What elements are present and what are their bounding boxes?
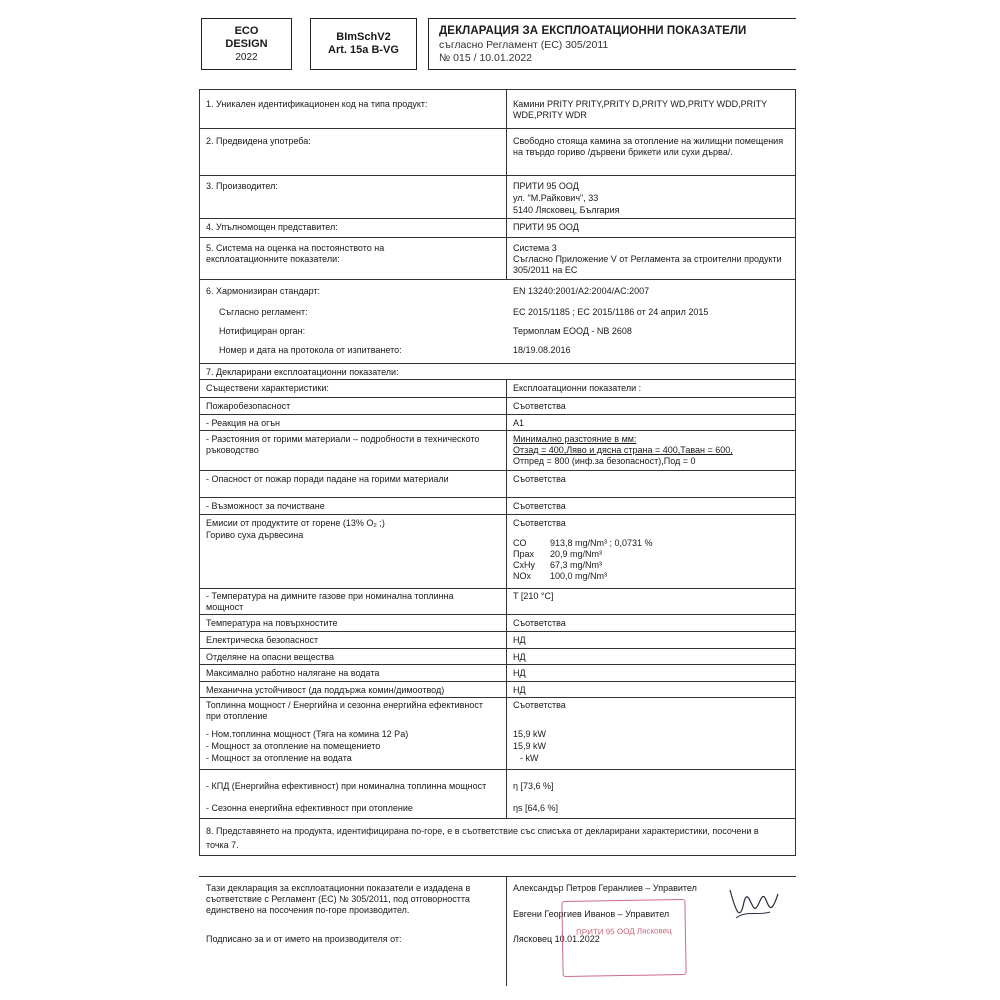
design-line: DESIGN	[225, 38, 268, 50]
signatory-1: Александър Петров Геранлиев – Управител	[513, 883, 697, 893]
nominal-output-value: 15,9 kW	[513, 729, 547, 739]
emissions-label: Емисии от продуктите от горене (13% O₂ ;)	[206, 518, 385, 528]
mechanical-label: Механична устойчивост (да поддържа комин/димоотвод)	[206, 685, 445, 695]
reaction-value: A1	[513, 418, 525, 428]
document-subtitle: съгласно Регламент (ЕС) 305/2011	[439, 39, 609, 51]
distances-line2: Отзад = 400,Ляво и дясна страна = 400,Таван = 600,	[513, 445, 733, 455]
emissions-value: Съответства	[513, 518, 566, 528]
efficiency-label: - КПД (Енергийна ефективност) при номинална топлинна мощност	[206, 781, 487, 791]
cxhy-value: 67,3 mg/Nm³	[550, 560, 603, 570]
room-heating-label: - Мощност за отопление на помещението	[206, 741, 381, 751]
regulation-value: ЕС 2015/1185 ; ЕС 2015/1186 от 24 април 2015	[513, 307, 709, 317]
hazardous-value: НД	[513, 652, 526, 662]
regulation-label: Съгласно регламент:	[219, 307, 308, 317]
room-heating-value: 15,9 kW	[513, 741, 547, 751]
notified-body-value: Термоплам ЕООД - NB 2608	[513, 326, 632, 336]
efficiency-value: η [73,6 %]	[513, 781, 554, 791]
co-value: 913,8 mg/Nm³ ; 0,0731 %	[550, 538, 653, 548]
reaction-label: - Реакция на огън	[206, 418, 280, 428]
cleaning-value: Съответства	[513, 501, 566, 511]
electric-label: Електрическа безопасност	[206, 635, 319, 645]
eco-year: 2022	[235, 52, 258, 63]
electric-value: НД	[513, 635, 526, 645]
fire-safety-value: Съответства	[513, 401, 566, 411]
row1-label: 1. Уникален идентификационен код на типа продукт:	[206, 99, 428, 109]
co-key: CO	[513, 538, 527, 548]
notified-body-label: Нотифициран орган:	[219, 326, 306, 336]
nox-value: 100,0 mg/Nm³	[550, 571, 608, 581]
manufacturer-name: ПРИТИ 95 ООД	[513, 181, 579, 191]
footer-statement: Тази декларация за експлоатационни показатели е издадена в съответствие с Регламент (ЕС) № 305/2011, под отговорността единствено на посочения по-горе производител.	[206, 883, 471, 915]
nominal-output-label: - Ном.топлинна мощност (Тяга на комина 12 Pa)	[206, 729, 409, 739]
row5-label: 5. Система на оценка на постоянството на експлоатационните показатели:	[206, 243, 385, 264]
cxhy-key: CxHy	[513, 560, 535, 570]
perf-header-left: Съществени характеристики:	[206, 383, 329, 393]
manufacturer-street: ул. "М.Райкович", 33	[513, 193, 599, 203]
document-number: № 015 / 10.01.2022	[439, 52, 533, 64]
eco-design-badge	[201, 18, 292, 70]
mechanical-value: НД	[513, 685, 526, 695]
stamp-text: ПРИТИ 95 ООД Лясковец	[576, 926, 672, 937]
heat-output-value: Съответства	[513, 700, 566, 710]
row8-statement: 8. Представянето на продукта, идентифицирана по-горе, е в съответствие със списъка от декларирани характеристики, посочени в точка 7.	[206, 826, 759, 850]
signatory-2: Евгени Георгиев Иванов – Управител	[513, 909, 670, 919]
dust-value: 20,9 mg/Nm³	[550, 549, 603, 559]
surface-temp-label: Температура на повърхностите	[206, 618, 338, 628]
pressure-label: Максимално работно налягане на водата	[206, 668, 380, 678]
seasonal-label: - Сезонна енергийна ефективност при отопление	[206, 803, 413, 813]
surface-temp-value: Съответства	[513, 618, 566, 628]
heat-output-label: Топлинна мощност / Енергийна и сезонна енергийна ефективност при отопление	[206, 700, 483, 721]
place-date: Лясковец 10.01.2022	[513, 934, 600, 944]
protocol-label: Номер и дата на протокола от изпитването:	[219, 345, 402, 355]
fuel-label: Гориво суха дървесина	[206, 530, 304, 540]
distances-line1: Минимално разстояние в мм:	[513, 434, 637, 444]
pressure-value: НД	[513, 668, 526, 678]
row4-label: 4. Упълномощен представител:	[206, 222, 338, 232]
distances-label: - Разстояния от горими материали – подробности в техническото ръководство	[206, 434, 480, 455]
flue-temp-value: T [210 °C]	[513, 591, 554, 601]
cleaning-label: - Възможност за почистване	[206, 501, 325, 511]
row4-value: ПРИТИ 95 ООД	[513, 222, 579, 232]
row6-label: 6. Хармонизиран стандарт:	[206, 286, 321, 296]
eco-line: ECO	[234, 25, 259, 37]
company-stamp	[561, 899, 686, 977]
row5-system: Система 3	[513, 243, 557, 253]
row5-note: Съгласно Приложение V от Регламента за строителни продукти 305/2011 на ЕС	[513, 254, 782, 275]
seasonal-value: ηs [64,6 %]	[513, 803, 559, 813]
bimschv-line: BImSchV2	[336, 31, 391, 43]
nox-key: NOx	[513, 571, 531, 581]
perf-header-right: Експлоатационни показатели :	[513, 383, 642, 393]
distances-line3: Отпред = 800 (инф.за безопасност),Под = 0	[513, 456, 696, 466]
row3-label: 3. Производител:	[206, 181, 278, 191]
row2-label: 2. Предвидена употреба:	[206, 136, 311, 146]
bimschv-badge	[310, 18, 417, 70]
hazardous-label: Отделяне на опасни вещества	[206, 652, 335, 662]
water-heating-value: - kW	[520, 753, 539, 763]
signature-mark	[722, 882, 782, 932]
art-line: Art. 15a B-VG	[328, 44, 399, 56]
document-title: ДЕКЛАРАЦИЯ ЗА ЕКСПЛОАТАЦИОННИ ПОКАЗАТЕЛИ	[439, 25, 747, 37]
row1-value: Камини PRITY PRITY,PRITY D,PRITY WD,PRITY WDD,PRITY WDE,PRITY WDR	[513, 99, 767, 120]
protocol-value: 18/19.08.2016	[513, 345, 571, 355]
falling-label: - Опасност от пожар поради падане на горими материали	[206, 474, 449, 484]
footer-signed-by: Подписано за и от името на производителя от:	[206, 934, 402, 944]
manufacturer-city: 5140 Лясковец, България	[513, 205, 620, 215]
row6-value: EN 13240:2001/A2:2004/AC:2007	[513, 286, 650, 296]
falling-value: Съответства	[513, 474, 566, 484]
row7-label: 7. Декларирани експлоатационни показатели:	[206, 367, 399, 377]
fire-safety-label: Пожаробезопасност	[206, 401, 291, 411]
flue-temp-label: - Температура на димните газове при номинална топлинна мощност	[206, 591, 454, 612]
row2-value: Свободно стояща камина за отопление на жилищни помещения на твърдо гориво /дървени брикети или сухи дърва/.	[513, 136, 784, 157]
declaration-header	[428, 18, 796, 70]
dust-key: Прах	[513, 549, 534, 559]
water-heating-label: - Мощност за отопление на водата	[206, 753, 352, 763]
